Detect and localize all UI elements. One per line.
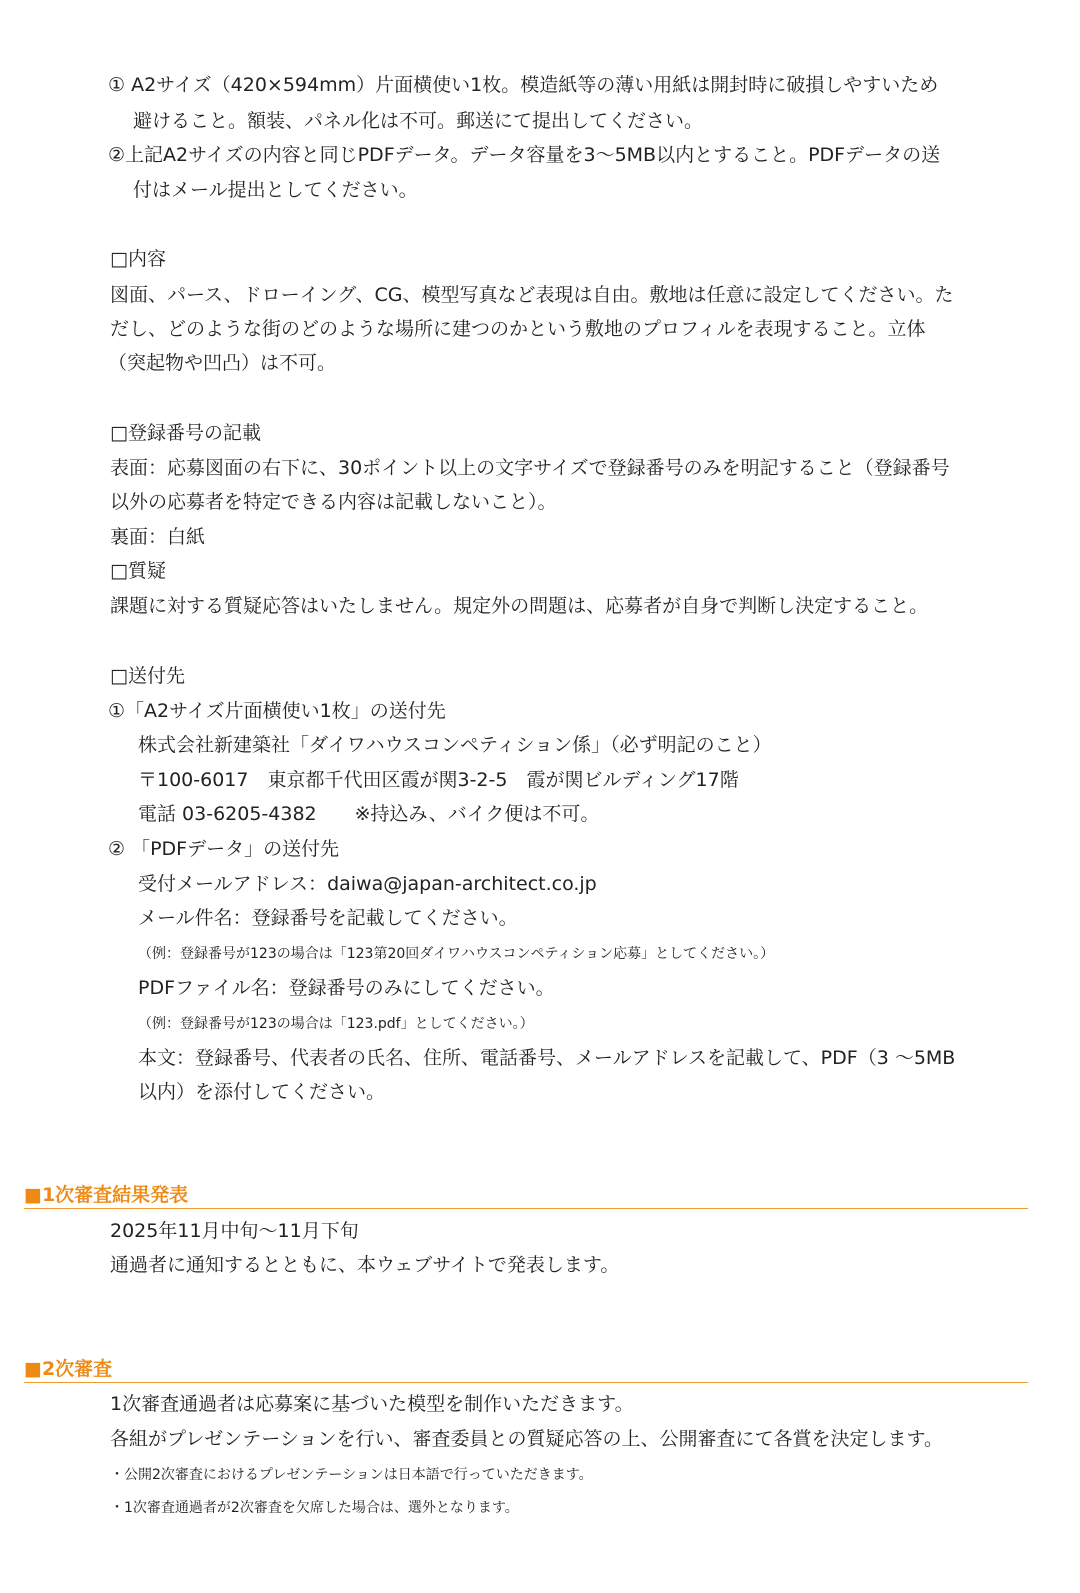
first-review-section-header <box>24 1181 1028 1209</box>
second-review-section-header <box>24 1355 1028 1383</box>
second-review-line-2: 各組がプレゼンテーションを行い、審査委員との質疑応答の上、公開審査にて各賞を決定します。 <box>110 1428 943 1450</box>
registration-back-side: 裏面：白紙 <box>110 526 206 548</box>
questions-line-1: 課題に対する質疑応答はいたしません。規定外の問題は、応募者が自身で判断し決定すること。 <box>110 595 929 617</box>
destination-a-company: 株式会社新建築社「ダイワハウスコンペティション係」（必ず明記のこと） <box>138 734 772 756</box>
first-review-date: 2025年11月中旬〜11月下旬 <box>110 1220 359 1242</box>
destination-a-address: 〒100-6017 東京都千代田区霞が関3-2-5 霞が関ビルディング17階 <box>138 769 739 791</box>
submission-item-1-line-2: 避けること。額装、パネル化は不可。郵送にて提出してください。 <box>133 110 704 132</box>
destination-a-title: ①「A2サイズ片面横使い1枚」の送付先 <box>108 700 446 722</box>
destination-b-body-line-2: 以内）を添付してください。 <box>138 1081 386 1103</box>
content-heading: □内容 <box>110 248 166 270</box>
mail-address-label: 受付メールアドレス： <box>138 873 328 895</box>
submission-item-1-line-1: ① A2サイズ（420×594mm）片面横使い1枚。模造紙等の薄い用紙は開封時に破損しやすいため <box>108 74 939 96</box>
destination-b-mail-line <box>138 871 597 897</box>
registration-heading: □登録番号の記載 <box>110 422 261 444</box>
destination-b-subject: メール件名：登録番号を記載してください。 <box>138 907 518 929</box>
first-review-note: 通過者に通知するとともに、本ウェブサイトで発表します。 <box>110 1254 620 1276</box>
second-review-note-1: ・公開2次審査におけるプレゼンテーションは日本語で行っていただきます。 <box>110 1467 593 1483</box>
registration-line-1: 表面：応募図面の右下に、30ポイント以上の文字サイズで登録番号のみを明記すること（登録番号 <box>110 457 950 479</box>
registration-line-2: 以外の応募者を特定できる内容は記載しないこと）。 <box>110 491 557 513</box>
mail-address-link[interactable]: daiwa@japan-architect.co.jp <box>327 873 597 895</box>
destination-heading: □送付先 <box>110 665 185 687</box>
first-review-title: ■1次審査結果発表 <box>24 1184 189 1206</box>
second-review-note-2: ・1次審査通過者が2次審査を欠席した場合は、選外となります。 <box>110 1500 519 1516</box>
destination-b-body-line-1: 本文：登録番号、代表者の氏名、住所、電話番号、メールアドレスを記載して、PDF（3 〜5MB <box>138 1047 956 1069</box>
destination-a-phone: 電話 03-6205-4382 ※持込み、バイク便は不可。 <box>138 803 600 825</box>
second-review-title: ■2次審査 <box>24 1358 113 1380</box>
destination-b-filename: PDFファイル名：登録番号のみにしてください。 <box>138 977 555 999</box>
questions-heading: □質疑 <box>110 560 166 582</box>
second-review-line-1: 1次審査通過者は応募案に基づいた模型を制作いただきます。 <box>110 1393 634 1415</box>
submission-item-2-line-2: 付はメール提出としてください。 <box>133 179 418 201</box>
destination-b-title: ② 「PDFデータ」の送付先 <box>108 838 340 860</box>
destination-b-subject-example: （例：登録番号が123の場合は「123第20回ダイワハウスコンペティション応募」としてください。） <box>138 946 775 962</box>
content-line-3: （突起物や凹凸）は不可。 <box>108 352 337 374</box>
submission-item-2-line-1: ②上記A2サイズの内容と同じPDFデータ。データ容量を3〜5MB以内とすること。PDFデータの送 <box>108 144 941 166</box>
content-line-1: 図面、パース、ドローイング、CG、模型写真など表現は自由。敷地は任意に設定してください。た <box>110 284 954 306</box>
destination-b-filename-example: （例：登録番号が123の場合は「123.pdf」としてください。） <box>138 1016 534 1032</box>
content-line-2: だし、どのような街のどのような場所に建つのかという敷地のプロフィルを表現すること。立体 <box>110 318 926 340</box>
